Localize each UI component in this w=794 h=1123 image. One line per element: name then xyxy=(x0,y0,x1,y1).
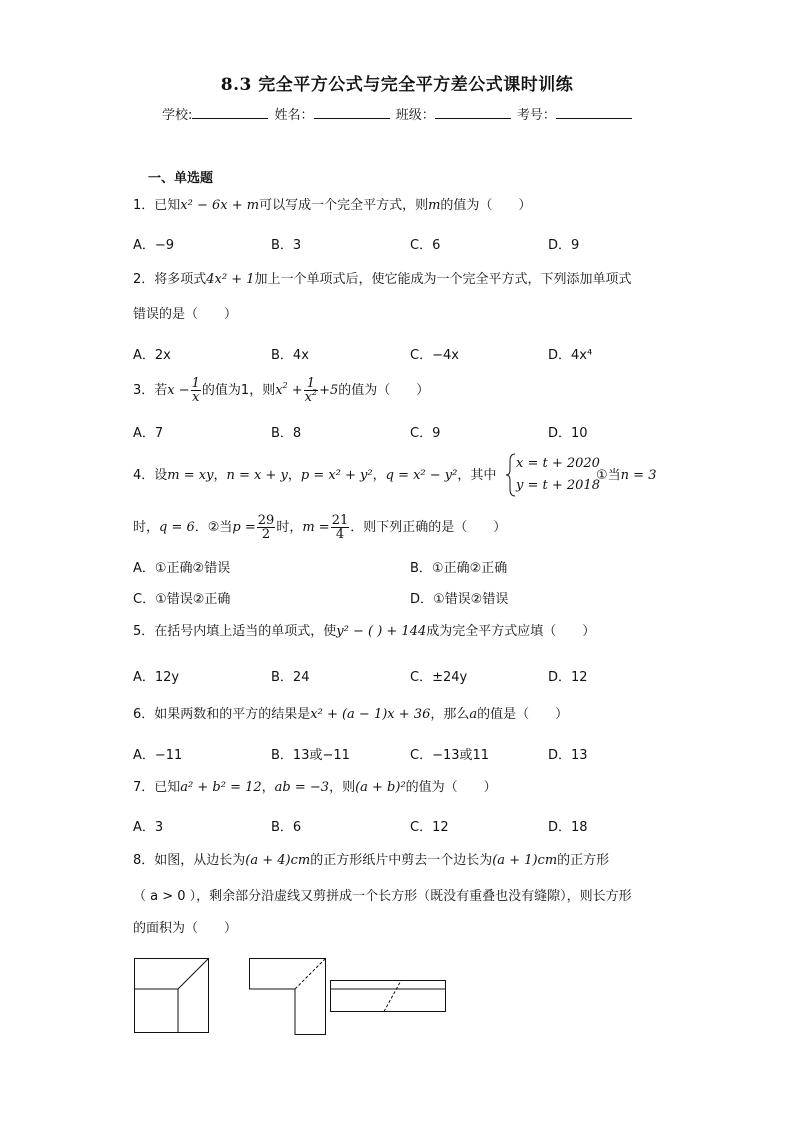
q4-circle-2: ．②当 xyxy=(194,520,233,535)
q1-option-a: A．−9 xyxy=(133,238,175,253)
q4-system xyxy=(516,453,600,497)
q7-option-d: D．18 xyxy=(548,820,588,835)
q4-n-definition: n = x + y xyxy=(226,468,288,483)
q8-figure-l-shape xyxy=(249,958,327,1036)
q3-fraction-1-over-x: $\frac{1}{x}$ xyxy=(191,376,200,405)
q4-m-numerator: 21 xyxy=(331,513,349,528)
q3-option-b: B．8 xyxy=(271,426,302,441)
q4-p-numerator: 29 xyxy=(257,513,275,528)
q4-where: ，其中 xyxy=(457,468,497,483)
q7-option-c: C．12 xyxy=(410,820,449,835)
q6-option-c: C．−13或11 xyxy=(410,748,490,763)
question-4-line2 xyxy=(133,514,506,541)
student-info-line xyxy=(162,104,634,123)
q2-expression: 4x² + 1 xyxy=(206,272,255,287)
q4-line2-mid: 时， xyxy=(276,520,303,535)
number-label: 考号： xyxy=(516,108,556,123)
school-blank xyxy=(192,105,268,119)
q3-option-d: D．10 xyxy=(548,426,588,441)
q6-option-b: B．13或−11 xyxy=(271,748,350,763)
q8-side-2: (a + 1)cm xyxy=(492,853,558,868)
q3-expr-x-sq-plus: $x^2$ + xyxy=(275,381,303,398)
question-1 xyxy=(133,197,531,215)
q8-figure-rectangle xyxy=(330,980,448,1014)
q6-prefix: 6．如果两数和的平方的结果是 xyxy=(133,707,311,722)
q2-suffix: 加上一个单项式后，使它能成为一个完全平方式，下列添加单项式 xyxy=(254,272,632,287)
q1-prefix: 1．已知 xyxy=(133,198,181,213)
q4-when: 当 xyxy=(607,468,621,483)
name-blank xyxy=(314,105,390,119)
q4-system-brace xyxy=(506,453,516,497)
q8-prefix: 8．如图，从边长为 xyxy=(133,853,246,868)
q8-side-1: (a + 4)cm xyxy=(245,853,311,868)
q4-option-a: A．①正确②错误 xyxy=(133,561,231,576)
q6-option-a: A．−11 xyxy=(133,748,183,763)
question-5 xyxy=(133,623,595,641)
class-label: 班级： xyxy=(395,108,435,123)
section-heading: 一、单选题 xyxy=(148,171,214,186)
q2-option-d: D．4x⁴ xyxy=(548,348,593,363)
q5-option-c: C．±24y xyxy=(410,670,468,685)
q2-option-a: A．2x xyxy=(133,348,171,363)
q4-n-value: n = 3 xyxy=(620,468,657,483)
q7-expression-3: (a + b)² xyxy=(355,780,406,795)
question-4-line1: 4．设m = xy，n = x + y，p = x² + y²，q = x² − y²，其中 xyxy=(133,468,497,483)
q4-q-value: q = 6 xyxy=(159,520,195,535)
q4-option-d: D．①错误②错误 xyxy=(410,592,509,607)
q3-option-c: C．9 xyxy=(410,426,441,441)
school-label: 学校: xyxy=(162,108,193,123)
q4-p-definition: p = x² + y² xyxy=(300,468,373,483)
q5-prefix: 5．在括号内填上适当的单项式，使 xyxy=(133,624,337,639)
q4-p-eq: p = xyxy=(232,520,256,535)
question-7: 7．已知a² + b² = 12，ab = −3，则(a + b)²的值为（ ） xyxy=(133,780,497,795)
q8-middle: 的正方形纸片中剪去一个边长为 xyxy=(310,853,493,868)
q5-option-a: A．12y xyxy=(133,670,180,685)
question-8 xyxy=(133,852,609,870)
q2-option-c: C．−4x xyxy=(410,348,459,363)
q3-middle: 的值为1，则 xyxy=(201,383,276,398)
name-label: 姓名： xyxy=(274,108,314,123)
q1-variable: m xyxy=(428,198,441,213)
question-6 xyxy=(133,706,568,724)
q1-middle: 可以写成一个完全平方式，则 xyxy=(259,198,429,213)
q7-option-a: A．3 xyxy=(133,820,164,835)
q6-middle: ，那么 xyxy=(430,707,470,722)
page-title: 8.3 完全平方公式与完全平方差公式课时训练 xyxy=(220,75,574,95)
q6-expression: x² + (a − 1)x + 36 xyxy=(310,707,431,722)
q3-plus-5: +5 xyxy=(319,383,339,398)
q4-m-definition: m = xy xyxy=(167,468,214,483)
q6-variable: a xyxy=(469,707,478,722)
q2-line2: 错误的是（ ） xyxy=(133,307,238,322)
q4-option-c: C．①错误②正确 xyxy=(133,592,231,607)
q4-q-definition: q = x² − y² xyxy=(385,468,458,483)
q6-option-d: D．13 xyxy=(548,748,588,763)
q5-option-d: D．12 xyxy=(548,670,588,685)
q7-suffix: 的值为（ ） xyxy=(405,780,497,795)
q4-circle-1: ① xyxy=(596,468,608,483)
question-2 xyxy=(133,271,632,289)
q8-figure-square xyxy=(134,958,210,1034)
q4-line2-suffix: ．则下列正确的是（ ） xyxy=(350,520,507,535)
q4-system-eq1: x = t + 2020 xyxy=(516,456,600,471)
q6-suffix: 的值是（ ） xyxy=(477,707,569,722)
q3-option-a: A．7 xyxy=(133,426,164,441)
q1-option-d: D．9 xyxy=(548,238,580,253)
q8-line2: （ a > 0 ），剩余部分沿虚线又剪拼成一个长方形（既没有重叠也没有缝隙），则长方形 xyxy=(133,889,632,904)
q4-option-b: B．①正确②正确 xyxy=(410,561,508,576)
q2-option-b: B．4x xyxy=(271,348,309,363)
q4-prefix: 4．设 xyxy=(133,468,168,483)
q3-fraction-1-over-x-sq: $\frac{1}{x^2}$ xyxy=(304,376,318,405)
q7-middle: ，则 xyxy=(329,780,356,795)
q7-expression-1: a² + b² = 12 xyxy=(180,780,262,795)
q3-suffix: 的值为（ ） xyxy=(338,383,430,398)
q7-prefix: 7．已知 xyxy=(133,780,181,795)
number-blank xyxy=(556,105,632,119)
q4-p-denominator: 2 xyxy=(261,527,271,542)
question-3 xyxy=(133,377,429,404)
q1-option-b: B．3 xyxy=(271,238,302,253)
q4-condition-1 xyxy=(596,467,656,485)
q3-expr-x-minus: x − xyxy=(167,383,190,398)
q7-expression-2: ab = −3 xyxy=(274,780,330,795)
q1-option-c: C．6 xyxy=(410,238,441,253)
q4-m-eq: m = xyxy=(302,520,330,535)
q7-option-b: B．6 xyxy=(271,820,302,835)
q4-system-eq2: y = t + 2018 xyxy=(516,478,600,493)
q5-option-b: B．24 xyxy=(271,670,310,685)
q3-prefix: 3．若 xyxy=(133,383,168,398)
q8-line3: 的面积为（ ） xyxy=(133,921,238,936)
q2-prefix: 2．将多项式 xyxy=(133,272,207,287)
q1-expression: x² − 6x + m xyxy=(180,198,260,213)
q4-m-fraction xyxy=(331,514,350,541)
class-blank xyxy=(435,105,511,119)
q4-line2-prefix: 时， xyxy=(133,520,160,535)
q5-suffix: 成为完全平方式应填（ ） xyxy=(426,624,596,639)
q1-suffix: 的值为（ ） xyxy=(440,198,532,213)
q4-m-denominator: 4 xyxy=(335,527,345,542)
q4-p-fraction xyxy=(257,514,276,541)
q5-expression: y² − ( ) + 144 xyxy=(336,624,427,639)
q8-suffix: 的正方形 xyxy=(557,853,610,868)
